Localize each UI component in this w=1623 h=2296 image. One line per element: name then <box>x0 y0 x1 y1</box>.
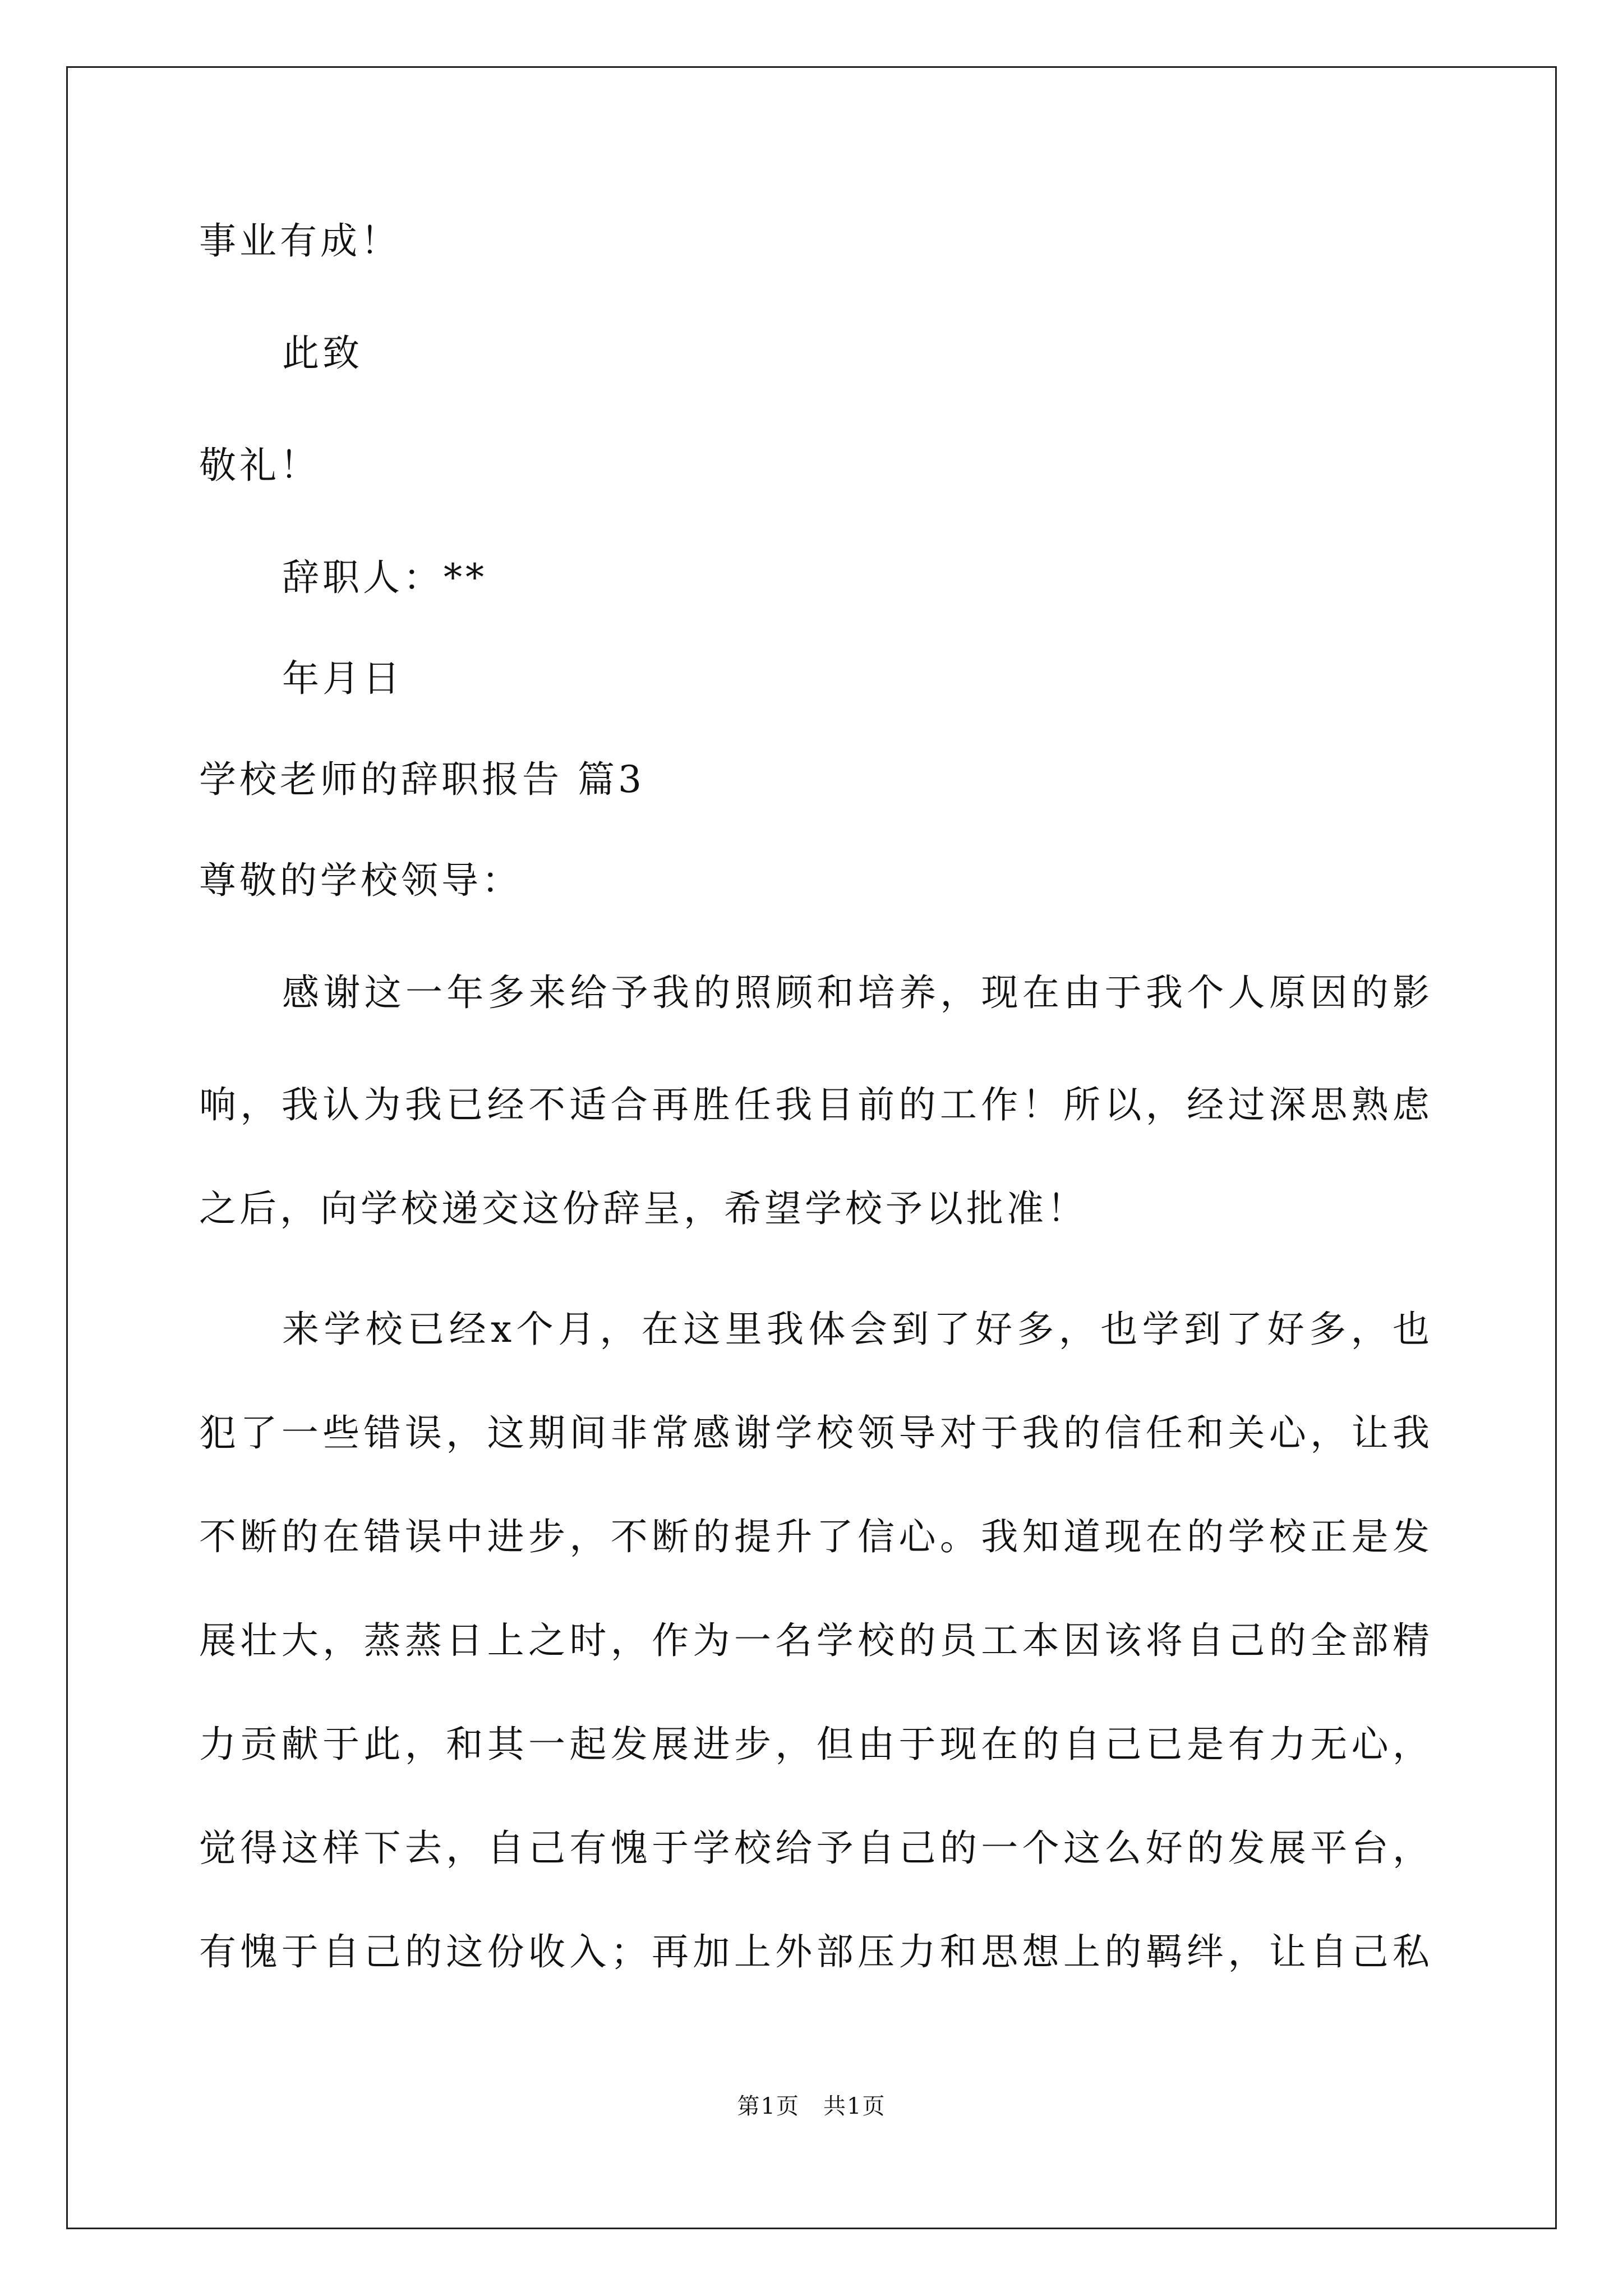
paragraph-line: 不断的在错误中进步，不断的提升了信心。我知道现在的学校正是发 <box>199 1515 1433 1558</box>
paragraph-line: 之后，向学校递交这份辞呈，希望学校予以批准！ <box>199 1187 1087 1230</box>
section-heading: 学校老师的辞职报告 篇3 <box>199 758 645 801</box>
paragraph-line: 来学校已经x个月，在这里我体会到了好多，也学到了好多，也 <box>282 1308 1433 1351</box>
paragraph-line: 响，我认为我已经不适合再胜任我目前的工作！所以，经过深思熟虑 <box>199 1083 1433 1126</box>
paragraph-line: 力贡献于此，和其一起发展进步，但由于现在的自己已是有力无心， <box>199 1723 1433 1766</box>
page-number-footer: 第1页 共1页 <box>737 2093 886 2119</box>
signature-line: 辞职人：** <box>282 556 487 599</box>
paragraph-line: 犯了一些错误，这期间非常感谢学校领导对于我的信任和关心，让我 <box>199 1411 1433 1455</box>
date-line: 年月日 <box>282 657 403 700</box>
paragraph-line: 觉得这样下去，自己有愧于学校给予自己的一个这么好的发展平台， <box>199 1826 1433 1870</box>
regards-line: 敬礼！ <box>199 444 320 487</box>
closing-line: 事业有成！ <box>199 219 401 263</box>
page-border <box>66 66 1557 2229</box>
paragraph-line: 展壮大，蒸蒸日上之时，作为一名学校的员工本因该将自己的全部精 <box>199 1619 1433 1662</box>
paragraph-line: 有愧于自己的这份收入；再加上外部压力和思想上的羁绊，让自己私 <box>199 1930 1433 1973</box>
salutation-line: 此致 <box>282 332 363 375</box>
paragraph-line: 感谢这一年多来给予我的照顾和培养，现在由于我个人原因的影 <box>282 971 1433 1014</box>
greeting-line: 尊敬的学校领导： <box>199 859 522 902</box>
